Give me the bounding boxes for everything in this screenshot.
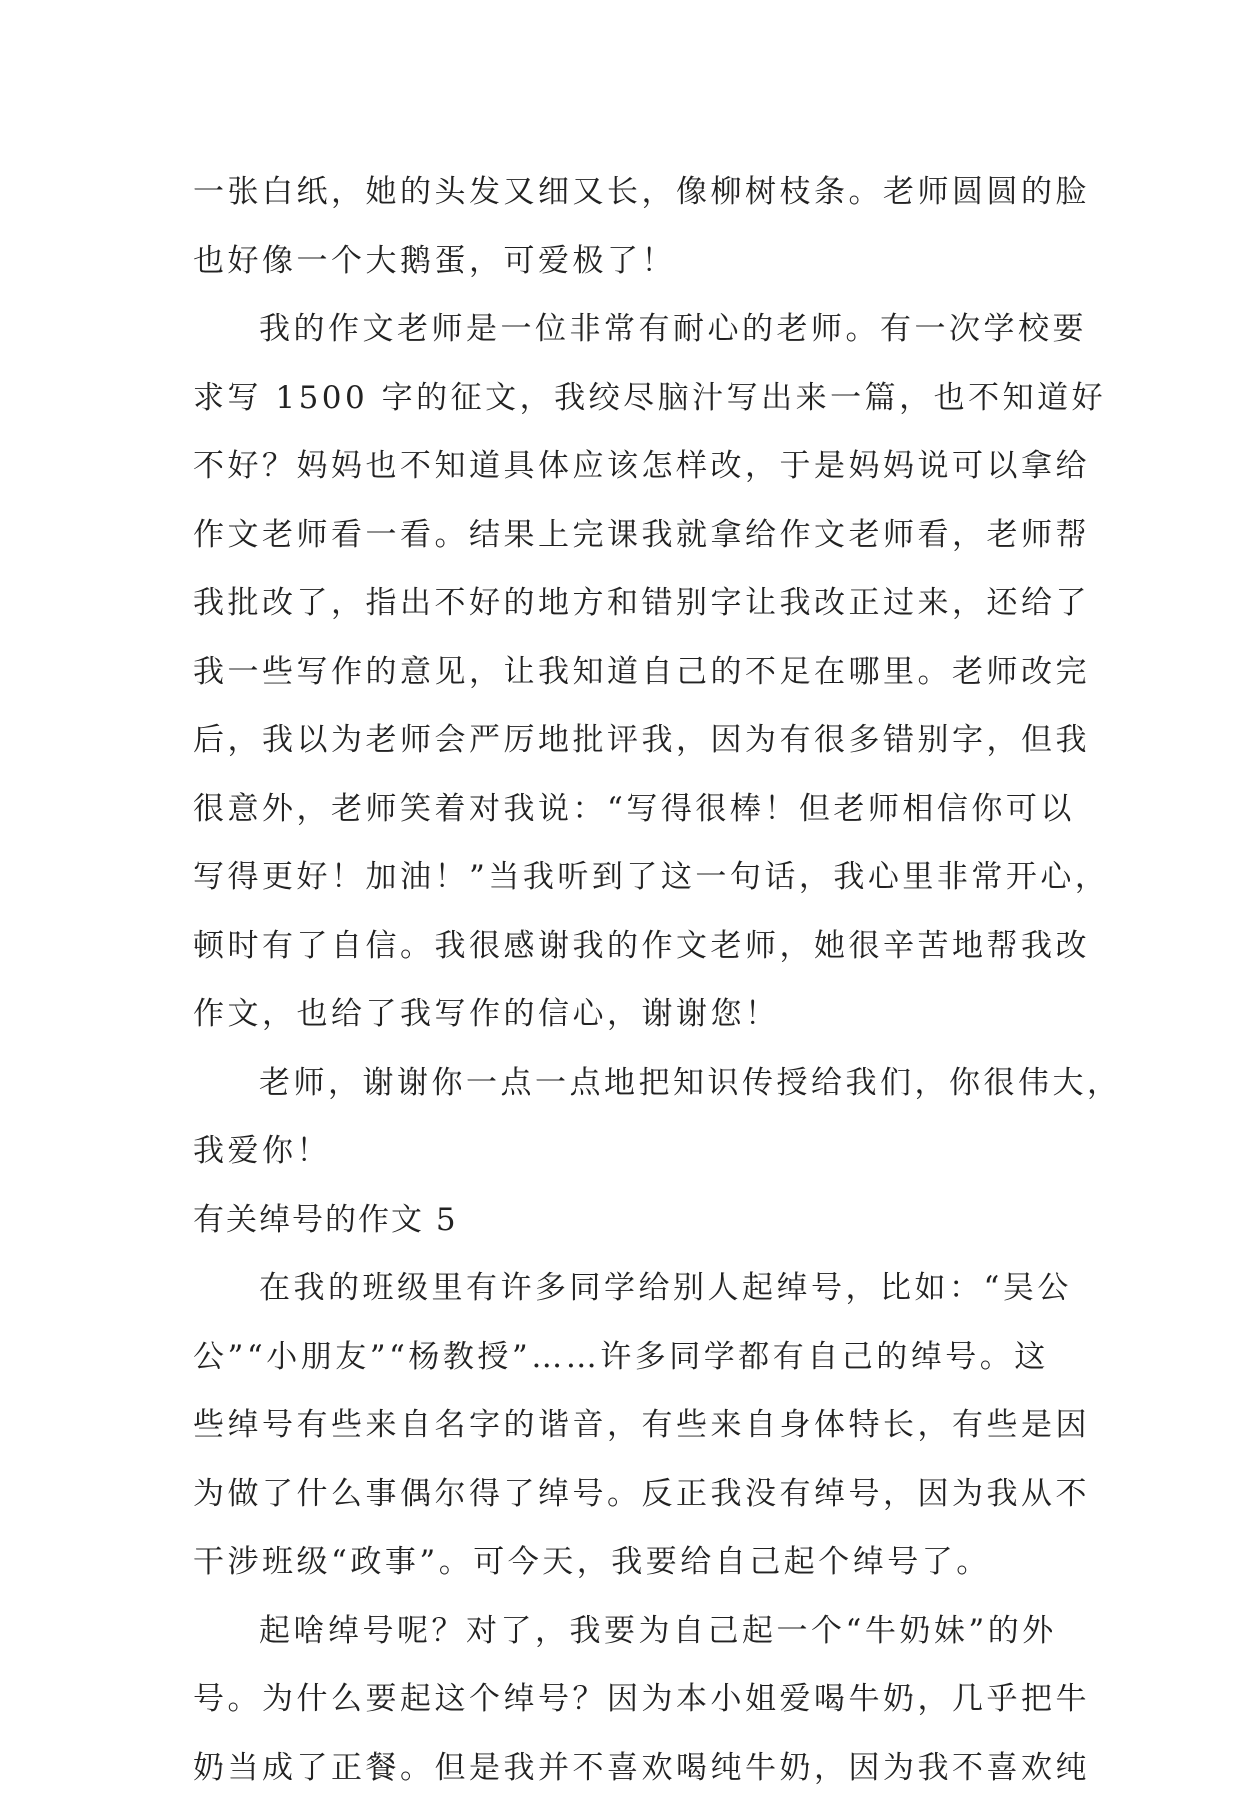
paragraph-start-line: 在我的班级里有许多同学给别人起绰号，比如：“吴公 — [193, 1254, 1073, 1323]
paragraph-start-line: 起啥绰号呢？对了，我要为自己起一个“牛奶妹”的外 — [193, 1597, 1073, 1666]
text-line: 我一些写作的意见，让我知道自己的不足在哪里。老师改完 — [193, 638, 1073, 707]
text-line: 我爱你！ — [193, 1117, 1073, 1186]
section-heading: 有关绰号的作文 5 — [193, 1186, 1073, 1255]
paragraph-start-line: 我的作文老师是一位非常有耐心的老师。有一次学校要 — [193, 295, 1073, 364]
paragraph-start-line: 老师，谢谢你一点一点地把知识传授给我们，你很伟大， — [193, 1049, 1073, 1118]
text-line: 顿时有了自信。我很感谢我的作文老师，她很辛苦地帮我改 — [193, 912, 1073, 981]
text-line: 为做了什么事偶尔得了绰号。反正我没有绰号，因为我从不 — [193, 1460, 1073, 1529]
text-line: 作文，也给了我写作的信心，谢谢您！ — [193, 980, 1073, 1049]
text-line: 号。为什么要起这个绰号？因为本小姐爱喝牛奶，几乎把牛 — [193, 1665, 1073, 1734]
text-line: 干涉班级“政事”。可今天，我要给自己起个绰号了。 — [193, 1528, 1073, 1597]
text-line: 也好像一个大鹅蛋，可爱极了！ — [193, 227, 1073, 296]
text-line: 作文老师看一看。结果上完课我就拿给作文老师看，老师帮 — [193, 501, 1073, 570]
text-line: 不好？妈妈也不知道具体应该怎样改，于是妈妈说可以拿给 — [193, 432, 1073, 501]
text-line: 很意外，老师笑着对我说：“写得很棒！但老师相信你可以 — [193, 775, 1073, 844]
text-line: 些绰号有些来自名字的谐音，有些来自身体特长，有些是因 — [193, 1391, 1073, 1460]
text-line: 写得更好！加油！”当我听到了这一句话，我心里非常开心， — [193, 843, 1073, 912]
document-page — [193, 158, 1073, 1802]
text-line: 奶当成了正餐。但是我并不喜欢喝纯牛奶，因为我不喜欢纯 — [193, 1734, 1073, 1802]
text-line: 后，我以为老师会严厉地批评我，因为有很多错别字，但我 — [193, 706, 1073, 775]
text-line: 求写 1500 字的征文，我绞尽脑汁写出来一篇，也不知道好 — [193, 364, 1073, 433]
text-line: 公”“小朋友”“杨教授”……许多同学都有自己的绰号。这 — [193, 1323, 1073, 1392]
text-line: 一张白纸，她的头发又细又长，像柳树枝条。老师圆圆的脸 — [193, 158, 1073, 227]
text-line: 我批改了，指出不好的地方和错别字让我改正过来，还给了 — [193, 569, 1073, 638]
